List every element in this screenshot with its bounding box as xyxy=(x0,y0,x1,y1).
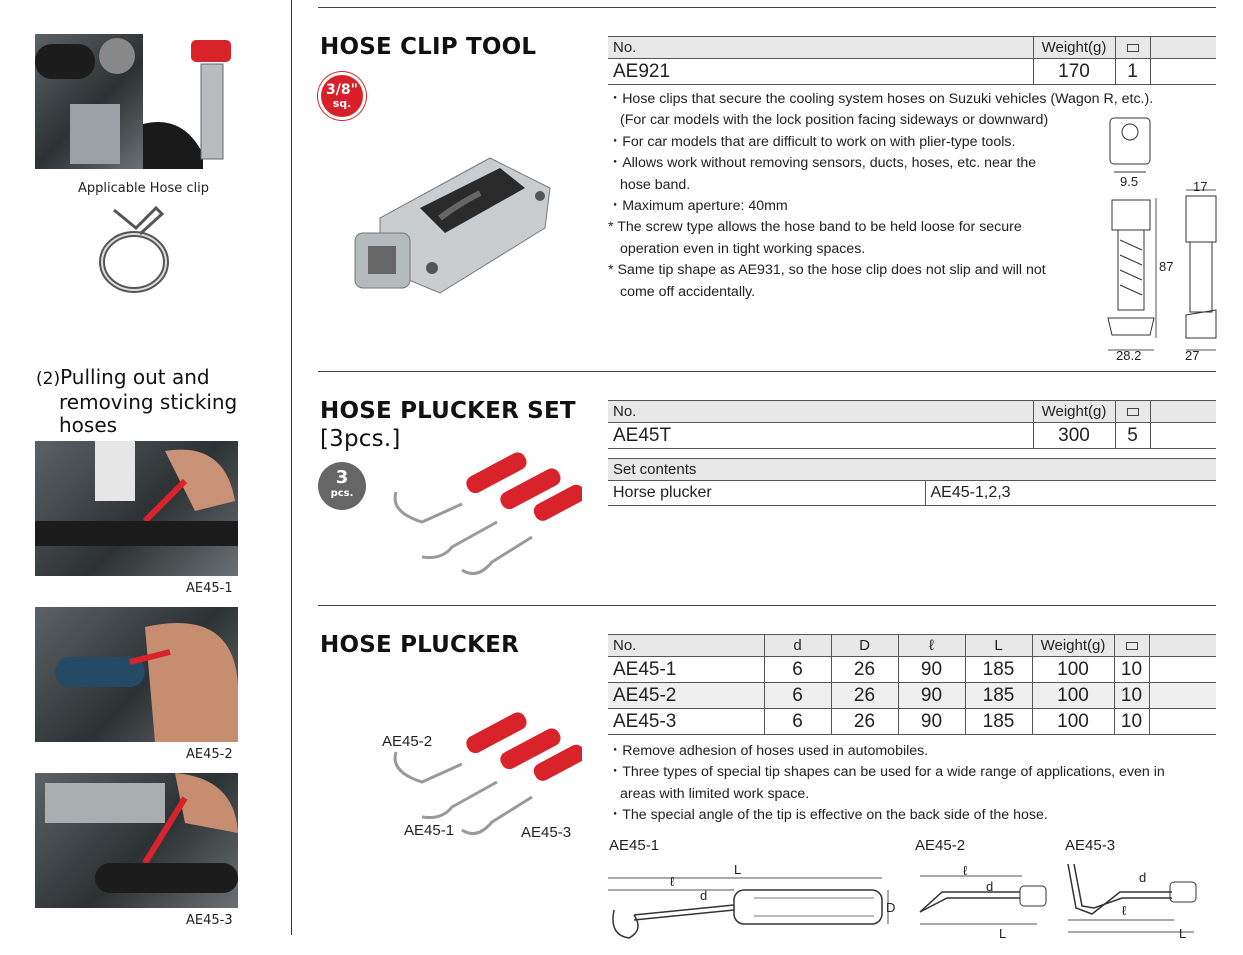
col-header-weight: Weight(g) xyxy=(1033,37,1115,59)
table-row: AE45-3 6 26 90 185 100 10 xyxy=(608,709,1216,735)
dim-l-ae45-3: ℓ xyxy=(1122,903,1127,918)
piece-count-badge: 3 pcs. xyxy=(318,462,366,510)
dim-L: L xyxy=(734,862,742,877)
divider-middle-2 xyxy=(318,605,1216,606)
image-label-ae45-2: AE45-2 xyxy=(382,733,433,750)
dim-d-ae45-2: d xyxy=(986,879,994,894)
package-icon xyxy=(1127,408,1139,416)
hose-plucker-features: ・Remove adhesion of hoses used in automobiles. ・Three types of special tip shapes can be used for a wide range of applications, even in areas with limited work space. ・The special angle of the tip is effective on the back side of the hose. xyxy=(608,743,1165,824)
col-header-l: ℓ xyxy=(898,635,965,657)
drive-size-badge: 3/8" sq. xyxy=(318,72,366,120)
cell-part-no: AE921 xyxy=(608,59,1033,85)
section-pulling-hoses-title: (2)Pulling out and removing sticking hoses xyxy=(36,365,238,437)
dim-D: D xyxy=(886,900,896,915)
dim-d-ae45-3: d xyxy=(1139,870,1147,885)
photo-caption-ae45-3: AE45-3 xyxy=(186,913,233,928)
hose-clip-tool-features: ・Hose clips that secure the cooling system hoses on Suzuki vehicles (Wagon R, etc.). (For car models with the lock position facing sideways or downward) ・For car models that are difficult to work on with plier-type tools. ・Allows work without removing sensors, ducts, hoses, etc. near the hose band. ・Maximum aperture: 40mm * The screw type allows the hose band to be held loose for secure operation even in tight working spaces. * Same tip shape as AE931, so the hose clip does not slip and will not come off accidentally. xyxy=(608,91,1154,300)
dim-side-top: 17 xyxy=(1193,179,1208,194)
dim-l-ae45-2: ℓ xyxy=(963,863,968,878)
hose-clip-tool-photo xyxy=(143,34,238,169)
drawing-label-ae45-3: AE45-3 xyxy=(1065,837,1116,854)
hose-clip-tool-spec-table xyxy=(608,36,1216,85)
divider-top xyxy=(318,7,1216,8)
image-label-ae45-1: AE45-1 xyxy=(404,822,455,839)
photo-caption-ae45-1: AE45-1 xyxy=(186,581,233,596)
col-header-D: D xyxy=(831,635,898,657)
hose-plucker-set-title: HOSE PLUCKER SET [3pcs.] xyxy=(320,398,576,452)
column-divider xyxy=(291,0,292,935)
image-label-ae45-3: AE45-3 xyxy=(521,824,572,841)
package-icon xyxy=(1126,642,1138,650)
hose-clip-tool-title: HOSE CLIP TOOL xyxy=(320,34,537,60)
hose-clip-illustration xyxy=(96,200,176,295)
table-row: AE45-2 6 26 90 185 100 10 xyxy=(608,683,1216,709)
set-contents-table xyxy=(608,458,1216,506)
photo-caption-ae45-2: AE45-2 xyxy=(186,747,233,762)
drawing-label-ae45-2: AE45-2 xyxy=(915,837,966,854)
dim-L-ae45-3: L xyxy=(1179,926,1187,941)
applicable-hose-clip-caption: Applicable Hose clip xyxy=(78,181,209,196)
dim-L-ae45-2: L xyxy=(999,926,1007,941)
dim-d: d xyxy=(700,888,708,903)
hose-plucker-set-spec-table xyxy=(608,400,1216,449)
col-header-weight: Weight(g) xyxy=(1033,401,1115,423)
set-item-name: Horse plucker xyxy=(608,481,925,506)
drawing-ae45-1 xyxy=(604,860,904,945)
hose-clip-tool-dimension-drawing xyxy=(1100,110,1225,365)
col-header-qty-icon xyxy=(1115,37,1150,59)
col-header-weight: Weight(g) xyxy=(1032,635,1114,657)
cell-weight: 300 xyxy=(1033,423,1115,449)
col-header-qty-icon xyxy=(1115,401,1150,423)
divider-middle-1 xyxy=(318,371,1216,372)
cell-qty: 1 xyxy=(1115,59,1150,85)
cell-part-no: AE45T xyxy=(608,423,1033,449)
set-contents-header: Set contents xyxy=(608,459,1216,481)
hose-clip-tool-image xyxy=(350,118,570,303)
hose-plucker-set-image xyxy=(382,452,582,582)
col-header-no: No. xyxy=(608,635,764,657)
cell-weight: 170 xyxy=(1033,59,1115,85)
work-photo-ae45-1 xyxy=(35,441,238,576)
package-icon xyxy=(1127,44,1139,52)
col-header-no: No. xyxy=(608,37,1033,59)
dim-height: 87 xyxy=(1159,259,1174,274)
set-item-parts: AE45-1,2,3 xyxy=(925,481,1216,506)
dim-side-bottom: 27 xyxy=(1185,348,1200,363)
drawing-label-ae45-1: AE45-1 xyxy=(609,837,660,854)
col-header-L: L xyxy=(965,635,1032,657)
dim-top-width: 9.5 xyxy=(1120,174,1139,189)
hose-plucker-title: HOSE PLUCKER xyxy=(320,632,519,658)
drawing-ae45-2 xyxy=(912,862,1047,937)
work-photo-ae45-3 xyxy=(35,773,238,908)
col-header-qty-icon xyxy=(1114,635,1149,657)
col-header-d: d xyxy=(764,635,831,657)
table-row: AE45-1 6 26 90 185 100 10 xyxy=(608,657,1216,683)
work-photo-ae45-2 xyxy=(35,607,238,742)
dim-bottom-width: 28.2 xyxy=(1116,348,1142,363)
cell-qty: 5 xyxy=(1115,423,1150,449)
engine-photo-hose-clip xyxy=(35,34,143,169)
dim-l: ℓ xyxy=(670,874,675,889)
hose-plucker-spec-table xyxy=(608,634,1216,735)
col-header-no: No. xyxy=(608,401,1033,423)
